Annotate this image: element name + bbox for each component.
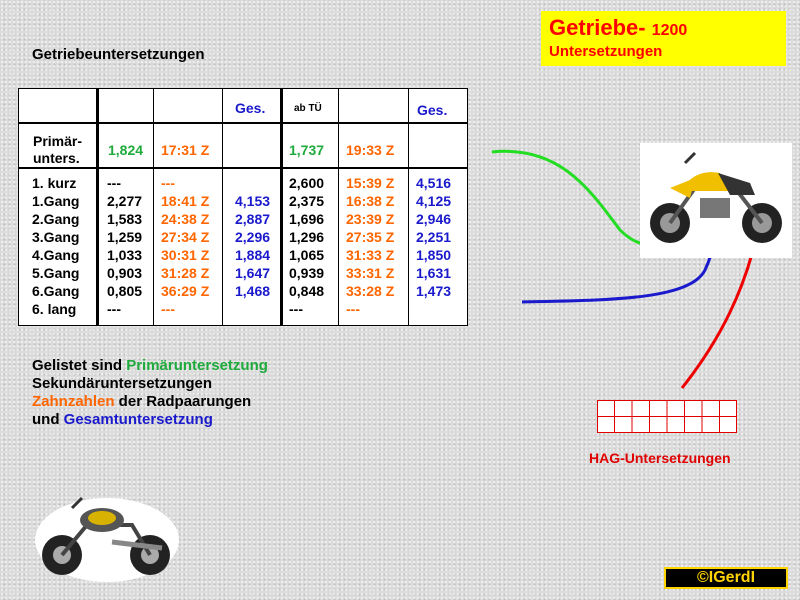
table-cell: --- — [346, 301, 360, 317]
table-cell: 6.Gang — [32, 283, 80, 299]
header-ab-tue: ab TÜ — [294, 103, 322, 114]
primary-ratio-1: 1,824 — [108, 142, 144, 158]
motorcycle-small-icon — [32, 490, 182, 585]
legend-total: Gesamtuntersetzung — [63, 411, 213, 428]
table-cell: 1,033 — [107, 247, 143, 263]
table-cell: 18:41 Z — [161, 193, 210, 209]
legend-teeth: Zahnzahlen — [32, 393, 115, 410]
legend-line4-prefix: und — [32, 411, 64, 428]
motorcycle-photo — [640, 143, 792, 258]
table-cell: 4,153 — [235, 193, 271, 209]
table-cell: 2.Gang — [32, 211, 80, 227]
table-cell: 0,848 — [289, 283, 325, 299]
primary-teeth-1: 17:31 Z — [161, 142, 210, 158]
table-cell: 4,516 — [416, 175, 452, 191]
table-cell: 2,277 — [107, 193, 143, 209]
table-cell: 1,065 — [289, 247, 325, 263]
table-cell: 36:29 Z — [161, 283, 210, 299]
table-cell: 2,375 — [289, 193, 325, 209]
table-cell: 27:35 Z — [346, 229, 395, 245]
table-cell: 31:33 Z — [346, 247, 395, 263]
page-heading: Getriebeuntersetzungen — [32, 46, 205, 63]
table-cell: 30:31 Z — [161, 247, 210, 263]
legend-line3-suffix: der Radpaarungen — [114, 393, 252, 410]
table-cell: 1,583 — [107, 211, 143, 227]
table-cell: 2,296 — [235, 229, 271, 245]
primary-label-line1: Primär- — [33, 133, 83, 149]
table-cell: 2,946 — [416, 211, 452, 227]
table-cell: 5.Gang — [32, 265, 80, 281]
table-cell: 1,259 — [107, 229, 143, 245]
table-cell: 1,631 — [416, 265, 452, 281]
legend-line1-prefix: Gelistet sind — [32, 357, 127, 374]
table-cell: --- — [161, 301, 175, 317]
table-cell: 0,903 — [107, 265, 143, 281]
header-ges-1: Ges. — [235, 100, 266, 116]
table-cell: 16:38 Z — [346, 193, 395, 209]
table-cell: 0,939 — [289, 265, 325, 281]
legend-line-2: Sekundäruntersetzungen — [32, 375, 213, 392]
table-cell: 23:39 Z — [346, 211, 395, 227]
table-cell: 1,696 — [289, 211, 325, 227]
legend-primary: Primäruntersetzung — [126, 357, 268, 374]
table-cell: 1,296 — [289, 229, 325, 245]
table-cell: 27:34 Z — [161, 229, 210, 245]
title-main-text: Getriebe- — [549, 15, 646, 40]
table-cell: 1,468 — [235, 283, 271, 299]
primary-teeth-2: 19:33 Z — [346, 142, 395, 158]
table-cell: 33:31 Z — [346, 265, 395, 281]
primary-ratio-2: 1,737 — [289, 142, 325, 158]
table-cell: 4,125 — [416, 193, 452, 209]
table-cell: 2,251 — [416, 229, 452, 245]
table-cell: 1.Gang — [32, 193, 80, 209]
table-cell: 24:38 Z — [161, 211, 210, 227]
table-cell: 15:39 Z — [346, 175, 395, 191]
table-cell: 1,850 — [416, 247, 452, 263]
primary-label-line2: unters. — [33, 150, 80, 166]
table-cell: 2,887 — [235, 211, 271, 227]
motorcycle-small — [32, 490, 182, 585]
table-cell: 1,647 — [235, 265, 271, 281]
table-cell: 4.Gang — [32, 247, 80, 263]
copyright-logo: ©IGerdI — [664, 567, 788, 589]
table-cell: 3.Gang — [32, 229, 80, 245]
header-ges-2: Ges. — [417, 102, 448, 118]
table-cell: 33:28 Z — [346, 283, 395, 299]
table-cell: --- — [161, 175, 175, 191]
hag-label: HAG-Untersetzungen — [589, 450, 731, 466]
table-cell: --- — [289, 301, 303, 317]
table-cell: 0,805 — [107, 283, 143, 299]
table-cell: 1. kurz — [32, 175, 77, 191]
table-cell: 1,884 — [235, 247, 271, 263]
title-subtitle: Untersetzungen — [549, 43, 663, 60]
table-cell: --- — [107, 175, 121, 191]
table-cell: --- — [107, 301, 121, 317]
hag-grid — [597, 400, 737, 433]
table-cell: 1,473 — [416, 283, 452, 299]
table-cell: 2,600 — [289, 175, 325, 191]
title-number: 1200 — [651, 22, 688, 39]
table-cell: 6. lang — [32, 301, 77, 317]
motorcycle-icon — [640, 143, 792, 258]
table-cell: 31:28 Z — [161, 265, 210, 281]
